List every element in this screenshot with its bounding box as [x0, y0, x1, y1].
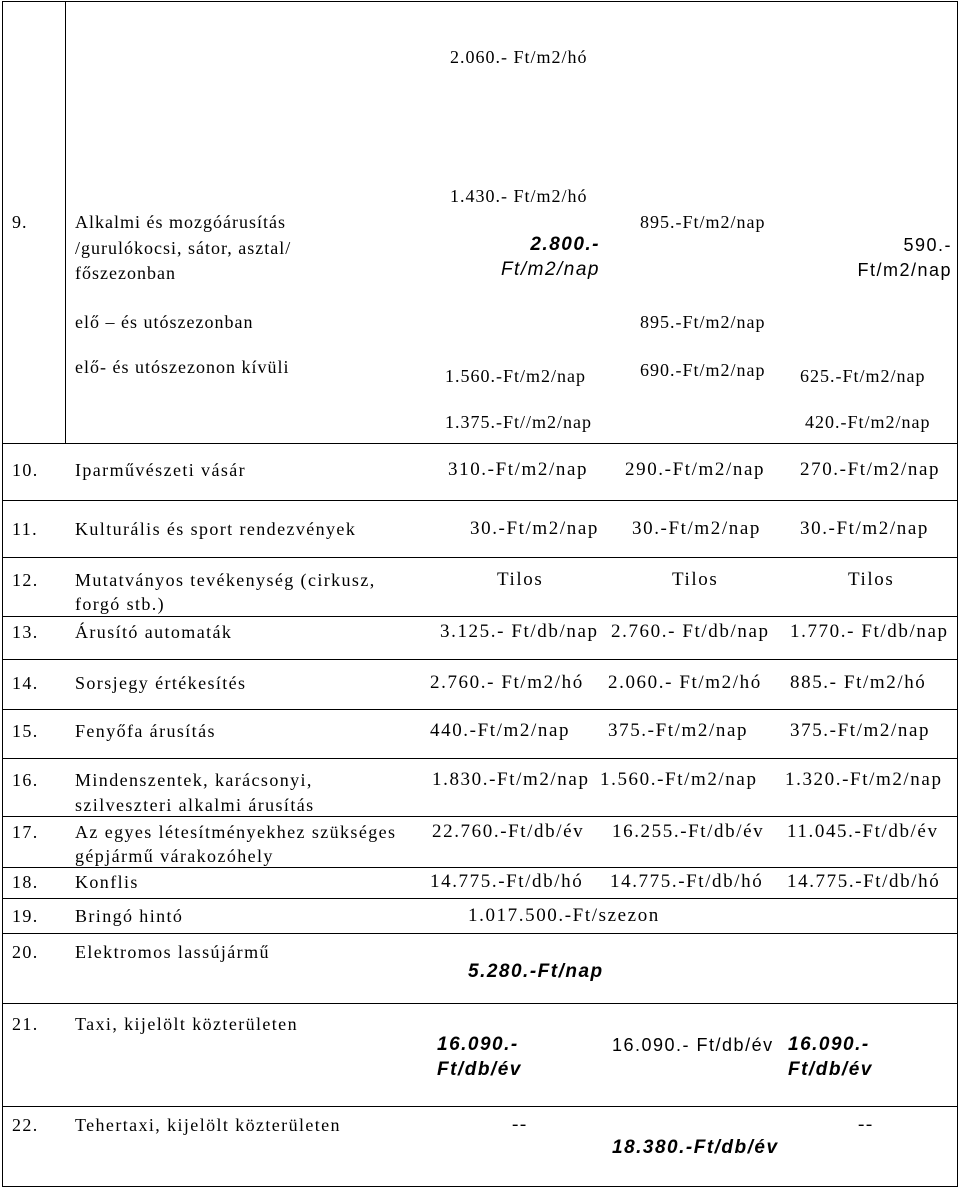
fee-value-col-c: 1.320.-Ft/m2/nap	[785, 769, 943, 790]
row-description: Bringó hintó	[75, 906, 184, 926]
row-description: Alkalmi és mozgóárusítás	[75, 212, 286, 232]
row-description: Elektromos lassújármű	[75, 942, 270, 962]
fee-value-col-b: 290.-Ft/m2/nap	[625, 459, 766, 480]
fee-value-col-b: 2.760.- Ft/db/nap	[611, 621, 770, 642]
row-border	[2, 500, 958, 501]
row-description: gépjármű várakozóhely	[75, 846, 274, 866]
fee-value-col-a: Ft/m2/nap	[500, 259, 600, 280]
fee-value-col-a: 440.-Ft/m2/nap	[430, 720, 571, 741]
fee-value-col-c: Ft/m2/nap	[857, 260, 952, 280]
row-number: 9.	[12, 212, 28, 232]
row-description: Sorsjegy értékesítés	[75, 673, 247, 693]
row-border	[2, 758, 958, 759]
table-border-right	[957, 1, 958, 1186]
fee-value-col-a: 1.560.-Ft/m2/nap	[445, 366, 586, 386]
fee-value-col-c: 11.045.-Ft/db/év	[787, 821, 939, 842]
row-description: Iparművészeti vásár	[75, 460, 247, 480]
row-description: Taxi, kijelölt közterületen	[75, 1014, 298, 1034]
fee-value-col-c: 30.-Ft/m2/nap	[800, 518, 929, 539]
fee-value-col-a: 22.760.-Ft/db/év	[432, 821, 585, 842]
row-border	[2, 1003, 958, 1004]
row-number: 21.	[12, 1014, 39, 1034]
row-number: 11.	[12, 519, 39, 539]
fee-value-col-c: Ft/db/év	[788, 1059, 873, 1080]
row-number: 22.	[12, 1115, 39, 1135]
row-border	[2, 709, 958, 710]
fee-value-col-c: --	[858, 1114, 874, 1135]
fee-value-col-b: 895.-Ft/m2/nap	[640, 212, 766, 232]
fee-value-col-b: 18.380.-Ft/db/év	[612, 1137, 779, 1158]
fee-value-col-c: 625.-Ft/m2/nap	[800, 366, 926, 386]
fee-value-col-a: 2.060.- Ft/m2/hó	[450, 47, 588, 67]
row-description: Tehertaxi, kijelölt közterületen	[75, 1115, 341, 1135]
row-description: forgó stb.)	[75, 594, 166, 614]
row-border	[2, 816, 958, 817]
row-description: /gurulókocsi, sátor, asztal/	[75, 238, 292, 258]
fee-value-col-a: 2.800.-	[530, 234, 600, 255]
row-description: főszezonban	[75, 263, 176, 283]
fee-value-col-a: 1.375.-Ft//m2/nap	[445, 412, 592, 432]
fee-value-col-a: Ft/db/év	[437, 1059, 522, 1080]
table-border-left	[2, 1, 3, 1186]
fee-value-col-a: 2.760.- Ft/m2/hó	[430, 672, 584, 693]
fee-value-col-c: 590.-	[903, 235, 952, 255]
table-border-top	[2, 1, 958, 2]
row-border	[2, 659, 958, 660]
row-description: Kulturális és sport rendezvények	[75, 519, 357, 539]
fee-value-col-a: 1.017.500.-Ft/szezon	[468, 905, 660, 926]
fee-value-col-a: 14.775.-Ft/db/hó	[430, 871, 584, 892]
row-number: 19.	[12, 906, 39, 926]
row-description: Az egyes létesítményekhez szükséges	[75, 822, 397, 842]
fee-value-col-c: 14.775.-Ft/db/hó	[787, 871, 941, 892]
row-border	[2, 443, 958, 444]
fee-value-col-b: 1.560.-Ft/m2/nap	[600, 769, 758, 790]
fee-value-col-c: 375.-Ft/m2/nap	[790, 720, 931, 741]
fee-value-col-b: 690.-Ft/m2/nap	[640, 360, 766, 380]
row-description: Árusító automaták	[75, 622, 233, 642]
row-border	[2, 867, 958, 868]
fee-value-col-b: 30.-Ft/m2/nap	[632, 518, 761, 539]
fee-value-col-b: 16.255.-Ft/db/év	[612, 821, 765, 842]
fee-value-col-b: 895.-Ft/m2/nap	[640, 312, 766, 332]
fee-value-col-a: 310.-Ft/m2/nap	[448, 459, 589, 480]
row-border	[2, 557, 958, 558]
row-number: 14.	[12, 673, 39, 693]
row-description: Fenyőfa árusítás	[75, 721, 216, 741]
row-number: 15.	[12, 721, 39, 741]
row-description: szilveszteri alkalmi árusítás	[75, 795, 315, 815]
fee-value-col-c: 16.090.-	[788, 1034, 870, 1055]
fee-value-col-a: 16.090.-	[437, 1034, 519, 1055]
row-number: 12.	[12, 570, 39, 590]
fee-value-col-c: Tilos	[848, 569, 895, 590]
fee-value-col-a: 1.430.- Ft/m2/hó	[450, 186, 588, 206]
row-number: 17.	[12, 822, 39, 842]
table-border-bottom	[2, 1186, 958, 1187]
fee-value-col-c: 420.-Ft/m2/nap	[805, 412, 931, 432]
row-border	[2, 616, 958, 617]
fee-value-col-b: Tilos	[672, 569, 719, 590]
fee-value-col-a: Tilos	[497, 569, 544, 590]
fee-value-col-c: 270.-Ft/m2/nap	[800, 459, 941, 480]
season-label: elő – és utószezonban	[75, 312, 254, 332]
row-border	[2, 898, 958, 899]
row-number: 18.	[12, 872, 39, 892]
row-number: 16.	[12, 770, 39, 790]
row-description: Mutatványos tevékenység (cirkusz,	[75, 570, 376, 590]
row-border	[2, 933, 958, 934]
fee-value-col-a: 30.-Ft/m2/nap	[470, 518, 599, 539]
row-description: Mindenszentek, karácsonyi,	[75, 770, 313, 790]
fee-value-col-b: 375.-Ft/m2/nap	[608, 720, 749, 741]
fee-value-col-b: 16.090.- Ft/db/év	[612, 1035, 774, 1055]
fee-value-col-c: 885.- Ft/m2/hó	[790, 672, 927, 693]
row-border	[2, 1106, 958, 1107]
fee-value-col-a: --	[512, 1114, 528, 1135]
fee-value-col-a: 3.125.- Ft/db/nap	[440, 621, 599, 642]
row-number: 13.	[12, 622, 39, 642]
number-column-border	[65, 1, 66, 443]
season-label: elő- és utószezonon kívüli	[75, 357, 290, 377]
fee-value-col-a: 1.830.-Ft/m2/nap	[432, 769, 590, 790]
fee-value-col-c: 1.770.- Ft/db/nap	[790, 621, 949, 642]
row-description: Konflis	[75, 872, 139, 892]
row-number: 20.	[12, 942, 39, 962]
fee-value-col-b: 2.060.- Ft/m2/hó	[608, 672, 762, 693]
row-number: 10.	[12, 460, 39, 480]
fee-value-col-a: 5.280.-Ft/nap	[468, 961, 604, 982]
fee-value-col-b: 14.775.-Ft/db/hó	[610, 871, 764, 892]
